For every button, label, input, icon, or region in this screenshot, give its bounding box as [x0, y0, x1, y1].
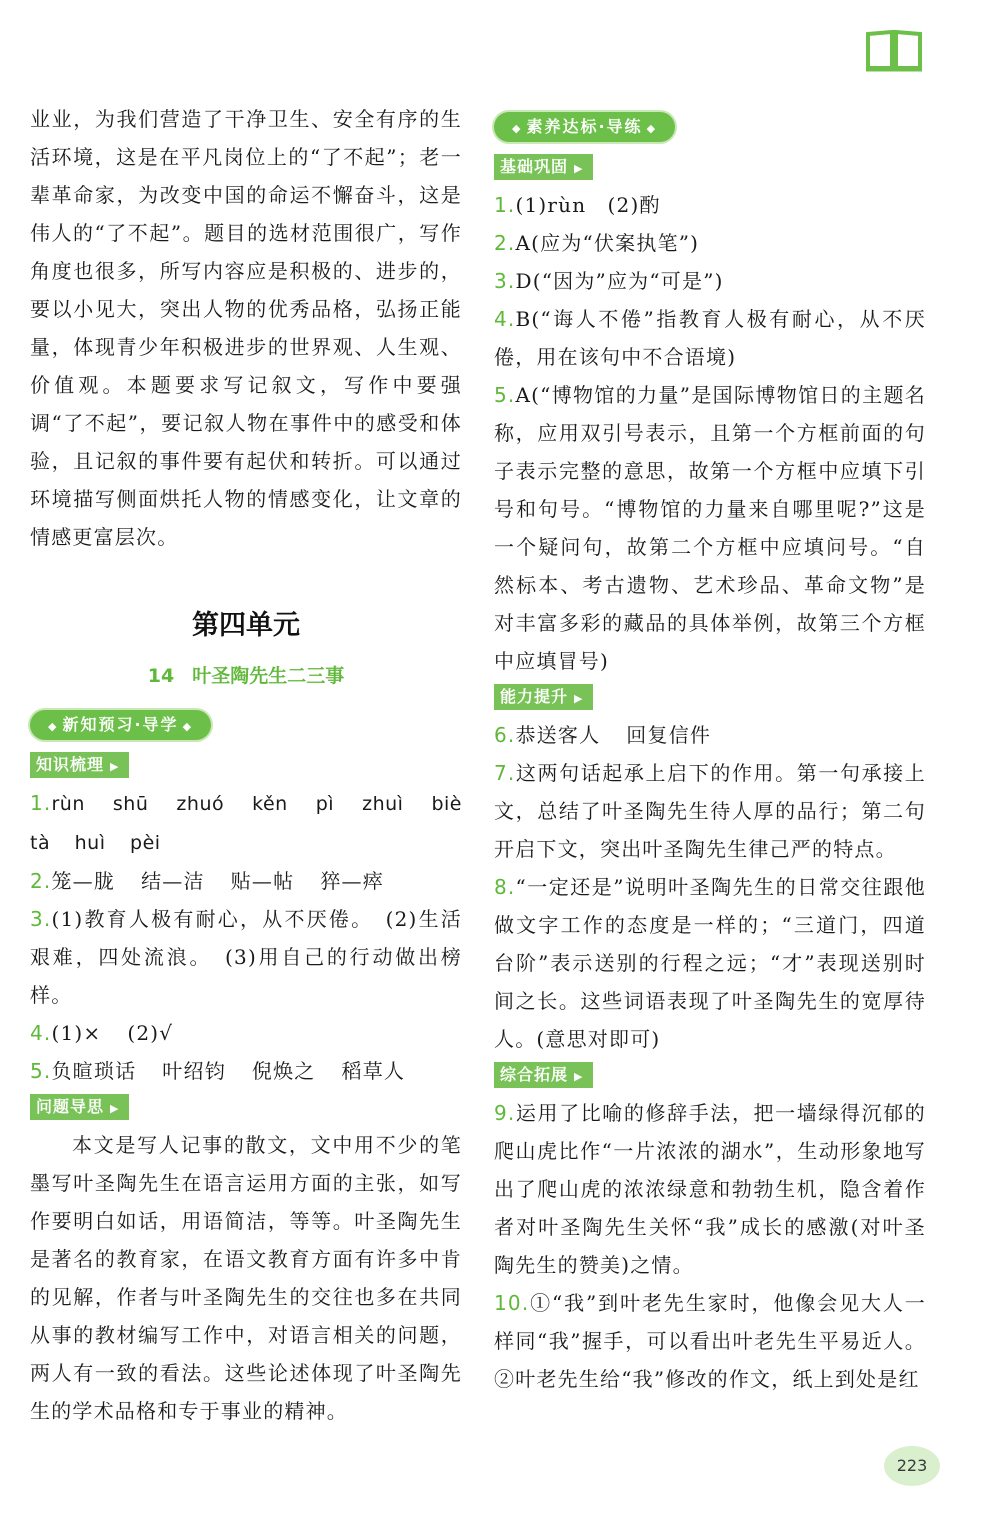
item-number: 3.	[494, 269, 516, 293]
question-tag-label: 问题导思	[36, 1097, 105, 1116]
answer-text: 结—洁	[141, 869, 205, 893]
answer-text: (1)rùn (2)酌	[515, 193, 661, 217]
lesson-name: 叶圣陶先生二三事	[192, 665, 345, 687]
answer-item	[30, 1014, 462, 1052]
arrow-right-icon: ▶	[574, 1070, 584, 1083]
item-number: 2.	[494, 231, 516, 255]
answer-text: 猝—瘁	[320, 869, 384, 893]
answer-item	[494, 186, 926, 224]
ability-tag	[494, 684, 593, 710]
intro-paragraph: 业业，为我们营造了干净卫生、安全有序的生活环境，这是在平凡岗位上的“了不起”；老一辈革命家，为改变中国的命运不懈奋斗，这是伟人的“了不起”。题目的选材范围很广，写作角度也很多，所写内容应是积极的、进步的，要以小见大，突出人物的优秀品格，弘扬正能量，体现青少年积极进步的世界观、人生观、价值观。本题要求写记叙文，写作中要强调“了不起”，要记叙人物在事件中的感受和体验，且记叙的事件要有起伏和转折。可以通过环境描写侧面烘托人物的情感变化，让文章的情感更富层次。	[30, 107, 462, 549]
extension-tag-label: 综合拓展	[500, 1065, 569, 1084]
pinyin-answer: rùn shū zhuó kěn pì zhuì biè tà huì pèi	[30, 793, 462, 854]
item-number: 4.	[494, 307, 516, 331]
answer-item	[494, 716, 926, 754]
answer-item	[494, 376, 926, 680]
page-number: 223	[884, 1446, 940, 1486]
answer-text: 恭送客人	[515, 723, 601, 747]
diamond-icon: ◆	[646, 122, 658, 135]
practice-banner	[494, 112, 675, 142]
analysis-paragraph: 本文是写人记事的散文，文中用不少的笔墨写叶圣陶先生在语言运用方面的主张，如写作要明白如话，用语简洁，等等。叶圣陶先生是著名的教育家，在语文教育方面有许多中肯的见解，作者与叶圣陶先生的交往也多在共同从事的教材编写工作中，对语言相关的问题，两人有一致的看法。这些论述体现了叶圣陶先生的学术品格和专于事业的精神。	[30, 1133, 462, 1423]
answer-text: 贴—帖	[230, 869, 295, 893]
arrow-right-icon: ▶	[574, 162, 584, 175]
answer-item	[494, 224, 926, 262]
answer-text: D(“因为”应为“可是”)	[515, 269, 724, 293]
preview-banner-label: 新知预习·导学	[62, 715, 179, 734]
item-number: 5.	[30, 1059, 52, 1083]
item-number: 1.	[494, 193, 516, 217]
left-column	[30, 100, 462, 1430]
item-number: 2.	[30, 869, 52, 893]
item-number: 8.	[494, 875, 516, 899]
lesson-title	[30, 656, 462, 696]
answer-text: A(“博物馆的力量”是国际博物馆日的主题名称，应用双引号表示，且第一个方框前面的句子表示完整的意思，故第一个方框中应填下引号和句号。“博物馆的力量来自哪里呢?”这是一个疑问句，故第二个方框中应填问号。“自然标本、考古遗物、艺术珍品、革命文物”是对丰富多彩的藏品的具体举例，故第三个方框中应填冒号)	[494, 383, 926, 673]
answer-text: “一定还是”说明叶圣陶先生的日常交往跟他做文字工作的态度是一样的；“三道门，四道台阶”表示送别的行程之远；“才”表现送别时间之长。这些词语表现了叶圣陶先生的宽厚待人。(意思对即可)	[494, 875, 926, 1051]
item-number: 9.	[494, 1101, 516, 1125]
answer-item	[494, 262, 926, 300]
knowledge-tag-label: 知识梳理	[36, 755, 105, 774]
answer-item	[30, 862, 462, 900]
item-number: 5.	[494, 383, 516, 407]
item-number: 3.	[30, 907, 52, 931]
item-number: 7.	[494, 761, 516, 785]
arrow-right-icon: ▶	[110, 1102, 120, 1115]
arrow-right-icon: ▶	[110, 760, 120, 773]
answer-text: 回复信件	[626, 723, 712, 747]
lesson-number: 14	[147, 665, 175, 687]
answer-text: 叶绍钧	[162, 1059, 226, 1083]
answer-text: 负暄琐话	[51, 1059, 137, 1083]
answer-item	[494, 868, 926, 1058]
extension-tag	[494, 1062, 593, 1088]
diamond-icon: ◆	[48, 720, 59, 733]
answer-item	[494, 1094, 926, 1284]
item-number: 10.	[494, 1291, 530, 1315]
item-number: 1.	[30, 791, 52, 815]
answer-text: ①“我”到叶老先生家时，他像会见大人一样同“我”握手，可以看出叶老先生平易近人。②叶老先生给“我”修改的作文，纸上到处是红	[494, 1291, 926, 1391]
answer-item	[494, 754, 926, 868]
answer-text: 稻草人	[341, 1059, 406, 1083]
answer-item	[494, 1284, 926, 1398]
answer-item	[494, 300, 926, 376]
right-column	[494, 100, 926, 1398]
diamond-icon: ◆	[182, 720, 194, 733]
answer-text: 这两句话起承上启下的作用。第一句承接上文，总结了叶圣陶先生待人厚的品行；第二句开启下文，突出叶圣陶先生律己严的特点。	[494, 761, 926, 861]
answer-item	[30, 1052, 462, 1090]
answer-item	[30, 900, 462, 1014]
book-icon	[864, 26, 924, 72]
preview-banner	[30, 710, 211, 740]
arrow-right-icon: ▶	[574, 692, 584, 705]
ability-tag-label: 能力提升	[500, 687, 569, 706]
answer-text: 笼—胧	[51, 869, 116, 893]
answer-item	[30, 784, 462, 862]
answer-text: A(应为“伏案执笔”)	[515, 231, 700, 255]
question-tag	[30, 1094, 129, 1120]
practice-banner-label: 素养达标·导练	[526, 117, 643, 136]
item-number: 6.	[494, 723, 516, 747]
answer-text: 运用了比喻的修辞手法，把一墙绿得沉郁的爬山虎比作“一片浓浓的湖水”，生动形象地写出了爬山虎的浓浓绿意和勃勃生机，隐含着作者对叶圣陶先生关怀“我”成长的感激(对叶圣陶先生的赞美)之情。	[494, 1101, 926, 1277]
answer-text: 倪焕之	[251, 1059, 316, 1083]
unit-title: 第四单元	[192, 610, 300, 641]
knowledge-tag	[30, 752, 129, 778]
answer-text: B(“诲人不倦”指教育人极有耐心，从不厌倦，用在该句中不合语境)	[494, 307, 926, 369]
basic-tag-label: 基础巩固	[500, 157, 569, 176]
answer-text: (1)×	[51, 1021, 102, 1045]
item-number: 4.	[30, 1021, 52, 1045]
answer-text: (1)教育人极有耐心，从不厌倦。 (2)生活艰难，四处流浪。 (3)用自己的行动做出榜样。	[30, 907, 462, 1007]
answer-text: (2)√	[127, 1021, 174, 1045]
basic-tag	[494, 154, 593, 180]
diamond-icon: ◆	[512, 122, 523, 135]
